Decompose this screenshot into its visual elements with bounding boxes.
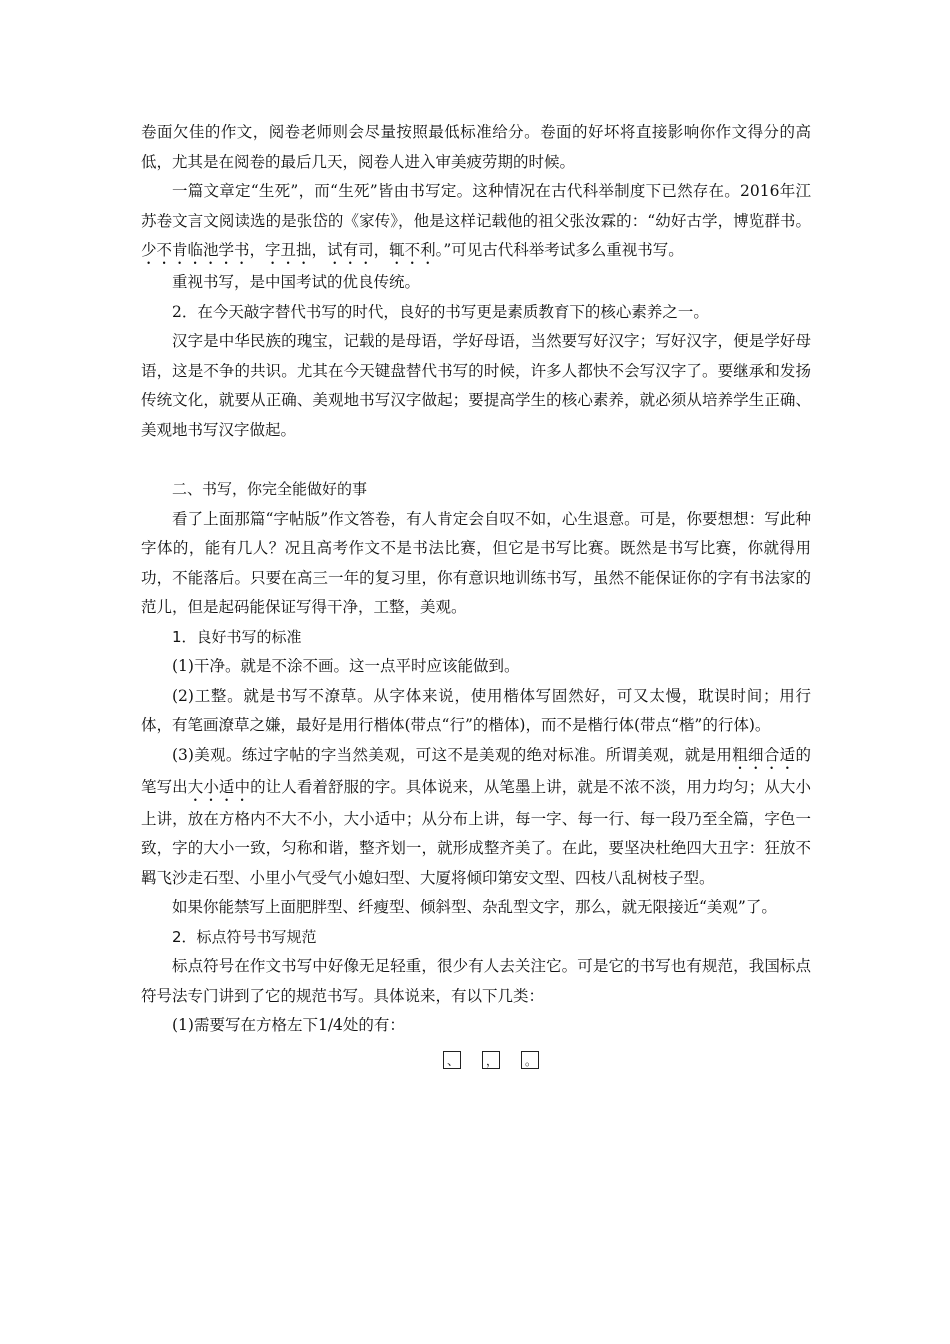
- paragraph-5: 汉字是中华民族的瑰宝，记载的是母语，学好母语，当然要写好汉字；写好汉字，便是学好母语，这是不争的共识。尤其在今天键盘替代书写的时候，许多人都快不会写汉字了。要继承和发扬传统文化，就要从正确、美观地书写汉字做起；要提高学生的核心素养，就必须从培养学生正确、美观地书写汉字做起。: [141, 332, 811, 439]
- paragraph-2: [141, 177, 811, 268]
- emphasis-3: 试有司: [327, 241, 374, 259]
- paragraph-1: 卷面欠佳的作文，阅卷老师则会尽量按照最低标准给分。卷面的好坏将直接影响你作文得分的高低，尤其是在阅卷的最后几天，阅卷人进入审美疲劳期的时候。: [141, 123, 811, 171]
- paragraph-12: (1)需要写在方格左下1/4处的有：: [172, 1016, 405, 1034]
- paragraph-9: [141, 741, 811, 894]
- paragraph-9-tail: 的让人看着舒服的字。具体说来，从笔墨上讲，就是不浓不淡，用力均匀；从大小上讲，放在方格内不大不小，大小适中；从分布上讲，每一字、每一行、每一段乃至全篇，字色一致，字的大小一致，匀称和谐，整齐划一，就形成整齐美了。在此，要坚决杜绝四大丑字：狂放不羁飞沙走石型、小里小气受气小媳妇型、大厦将倾印第安文型、四枝八乱树枝子型。: [141, 777, 811, 887]
- emphasis-1: 少不肯临池学书: [141, 241, 250, 259]
- paragraph-6: 看了上面那篇“字帖版”作文答卷，有人肯定会自叹不如，心生退意。可是，你要想想：写此种字体的，能有几人？况且高考作文不是书法比赛，但它是书写比赛。既然是书写比赛，你就得用功，不能落后。只要在高三一年的复习里，你有意识地训练书写，虽然不能保证你的字有书法家的范儿，但是起码能保证写得干净，工整，美观。: [141, 509, 811, 616]
- section-heading: 二、书写，你完全能做好的事: [172, 480, 368, 498]
- punctuation-boxes: [141, 1043, 811, 1083]
- paragraph-3: 重视书写，是中国考试的优良传统。: [172, 273, 421, 291]
- comma-2: ，: [311, 241, 328, 259]
- punct-box-comma: [482, 1051, 500, 1069]
- subheading-1: 1．良好书写的标准: [172, 627, 302, 646]
- emphasis-4: 辄不利: [389, 241, 436, 259]
- paragraph-9-mid: 的笔写出: [141, 745, 811, 796]
- section-gap: [141, 445, 811, 475]
- paragraph-2-text: 一篇文章定“生死”，而“生死”皆由书写定。这种情况在古代科举制度下已然存在。2016年江苏卷文言文阅读选的是张岱的《家传》，他是这样记载他的祖父张汝霖的：“幼好古学，博览群书。: [141, 182, 811, 230]
- emphasis-5: 粗细合适: [732, 745, 796, 764]
- comma-1: ，: [249, 241, 266, 259]
- paragraph-8: (2)工整。就是书写不潦草。从字体来说，使用楷体写固然好，可又太慢，耽误时间；用行体，有笔画潦草之嫌，最好是用行楷体(带点“行”的楷体)，而不是楷行体(带点“楷”的行体)。: [141, 686, 811, 734]
- punct-box-period: [521, 1051, 539, 1069]
- document-page: [141, 118, 811, 1083]
- paragraph-11: 标点符号在作文书写中好像无足轻重，很少有人去关注它。可是它的书写也有规范，我国标点符号法专门讲到了它的规范书写。具体说来，有以下几类：: [141, 957, 811, 1005]
- punct-box-comma-mark: ，: [486, 1053, 499, 1068]
- emphasis-2: 字丑拙: [265, 241, 312, 259]
- comma-3: ，: [373, 241, 390, 259]
- punct-box-period-mark: 。: [525, 1053, 538, 1068]
- emphasis-6: 大小适中: [187, 777, 251, 796]
- paragraph-10: 如果你能禁写上面肥胖型、纤瘦型、倾斜型、杂乱型文字，那么，就无限接近“美观”了。: [172, 898, 777, 916]
- punct-box-pause-mark: 、: [447, 1053, 460, 1068]
- paragraph-7: (1)干净。就是不涂不画。这一点平时应该能做到。: [172, 657, 520, 675]
- paragraph-4: 2．在今天敲字替代书写的时代，良好的书写更是素质教育下的核心素养之一。: [172, 302, 709, 321]
- paragraph-9-text: (3)美观。练过字帖的字当然美观，可这不是美观的绝对标准。所谓美观，就是用: [172, 745, 733, 764]
- punct-box-pause: [443, 1051, 461, 1069]
- subheading-2: 2．标点符号书写规范: [172, 927, 317, 946]
- paragraph-2-tail: 。”可见古代科举考试多么重视书写。: [435, 241, 684, 259]
